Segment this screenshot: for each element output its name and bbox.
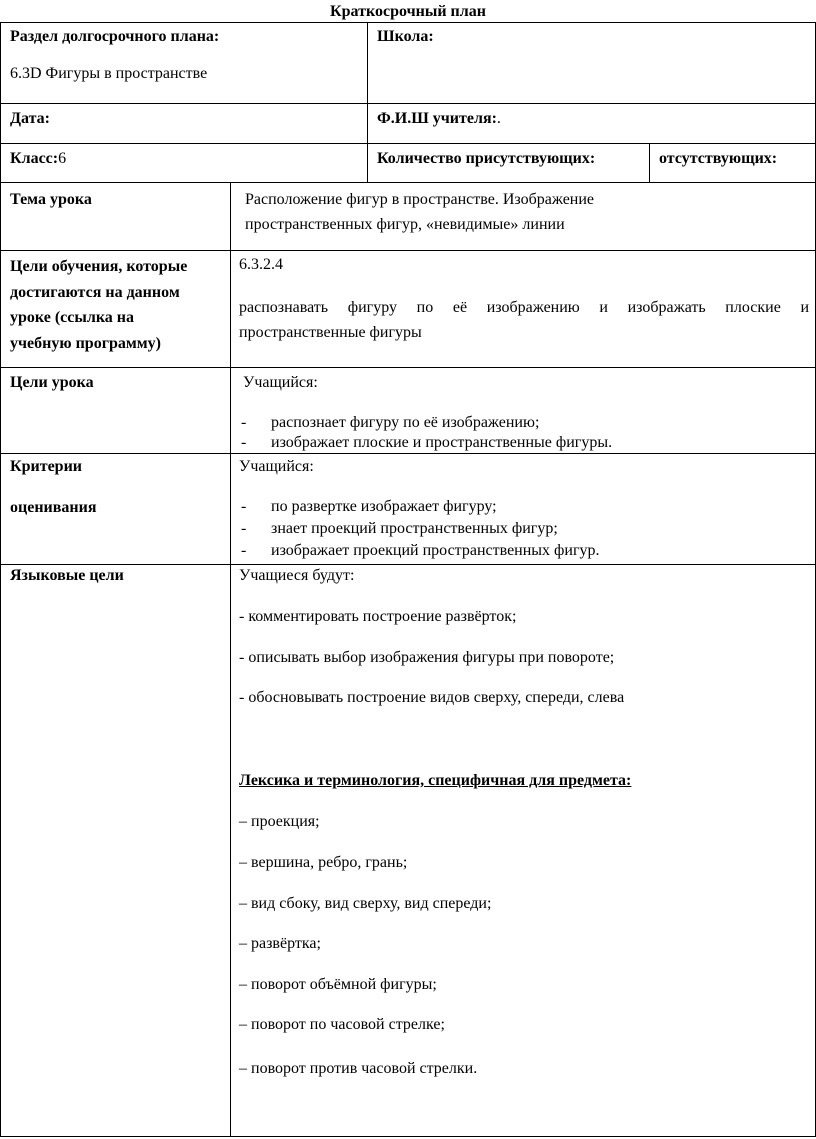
topic-line-1: Расположение фигур в пространстве. Изображение	[245, 191, 595, 208]
vocab-item: – развёртка;	[239, 935, 321, 952]
present-label: Количество присутствующих:	[377, 150, 596, 167]
cell-topic-value	[230, 182, 816, 251]
absent-label: отсутствующих:	[659, 150, 778, 167]
cell-school	[367, 22, 816, 104]
document-title: Краткосрочный план	[330, 3, 486, 20]
vocab-item: – вид сбоку, вид сверху, вид спереди;	[239, 895, 492, 912]
cell-language-goals-label	[0, 564, 231, 1137]
section-label: Раздел долгосрочного плана:	[10, 28, 220, 45]
learning-goals-label-4: учебную программу)	[10, 335, 161, 352]
vocab-item: – проекция;	[239, 813, 320, 830]
cell-criteria-label	[0, 453, 231, 565]
class-value: 6	[58, 150, 67, 167]
language-goal-line: - описывать выбор изображения фигуры при повороте;	[239, 649, 615, 666]
teacher-line	[377, 110, 501, 128]
learning-goals-text-1: распознавать фигуру по её изображению и изображать плоские и	[239, 299, 809, 316]
vocab-item: – поворот объёмной фигуры;	[239, 976, 437, 993]
vocab-item: – поворот против часовой стрелки.	[239, 1060, 478, 1077]
date-label: Дата:	[10, 110, 50, 127]
cell-section	[0, 22, 368, 104]
cell-criteria-value: Учащийся: - по развертке изображает фигуру; - знает проекций пространственных фигур; - изображает проекций пространственных фигур.	[230, 453, 816, 565]
language-goal-line: - обосновывать построение видов сверху, спереди, слева	[239, 689, 625, 706]
cell-lesson-goals-value: Учащийся: - распознает фигуру по её изображению; - изображает плоские и пространственные фигуры.	[230, 367, 816, 454]
learning-goals-code: 6.3.2.4	[239, 256, 283, 273]
vocab-item: – поворот по часовой стрелке;	[239, 1016, 445, 1033]
school-label: Школа:	[377, 28, 434, 45]
class-line	[10, 150, 66, 168]
cell-topic-label	[0, 182, 231, 251]
language-goals-intro: Учащиеся будут:	[239, 567, 355, 584]
lesson-goals-intro: Учащийся:	[243, 374, 318, 391]
teacher-label: Ф.И.Ш учителя:	[377, 110, 497, 127]
cell-class	[0, 143, 368, 183]
vocab-heading: Лексика и терминология, специфичная для предмета:	[239, 772, 632, 789]
cell-learning-goals-value	[230, 250, 816, 368]
learning-goals-label-2: достигаются на данном	[10, 284, 180, 301]
cell-language-goals-value	[230, 564, 816, 1137]
language-goals-label: Языковые цели	[10, 567, 124, 584]
class-label: Класс:	[10, 150, 59, 167]
cell-date	[0, 103, 368, 144]
learning-goals-text-2: пространственные фигуры	[239, 324, 422, 341]
language-goal-line: - комментировать построение развёрток;	[239, 608, 517, 625]
criteria-intro: Учащийся:	[239, 458, 314, 475]
criteria-label-2: оценивания	[10, 499, 97, 516]
cell-absent	[649, 143, 816, 183]
cell-learning-goals-label	[0, 250, 231, 368]
cell-teacher	[367, 103, 816, 144]
vocab-item: – вершина, ребро, грань;	[239, 854, 408, 871]
topic-line-2: пространственных фигур, «невидимые» линии	[245, 216, 565, 233]
criteria-label-1: Критерии	[10, 458, 83, 475]
learning-goals-label-3: уроке (ссылка на	[10, 309, 135, 326]
topic-label: Тема урока	[10, 191, 92, 208]
cell-lesson-goals-label	[0, 367, 231, 454]
teacher-value: .	[496, 110, 501, 127]
section-value: 6.3D Фигуры в пространстве	[10, 65, 208, 82]
learning-goals-label-1: Цели обучения, которые	[10, 258, 188, 275]
cell-present	[367, 143, 650, 183]
lesson-goals-label: Цели урока	[10, 374, 94, 391]
